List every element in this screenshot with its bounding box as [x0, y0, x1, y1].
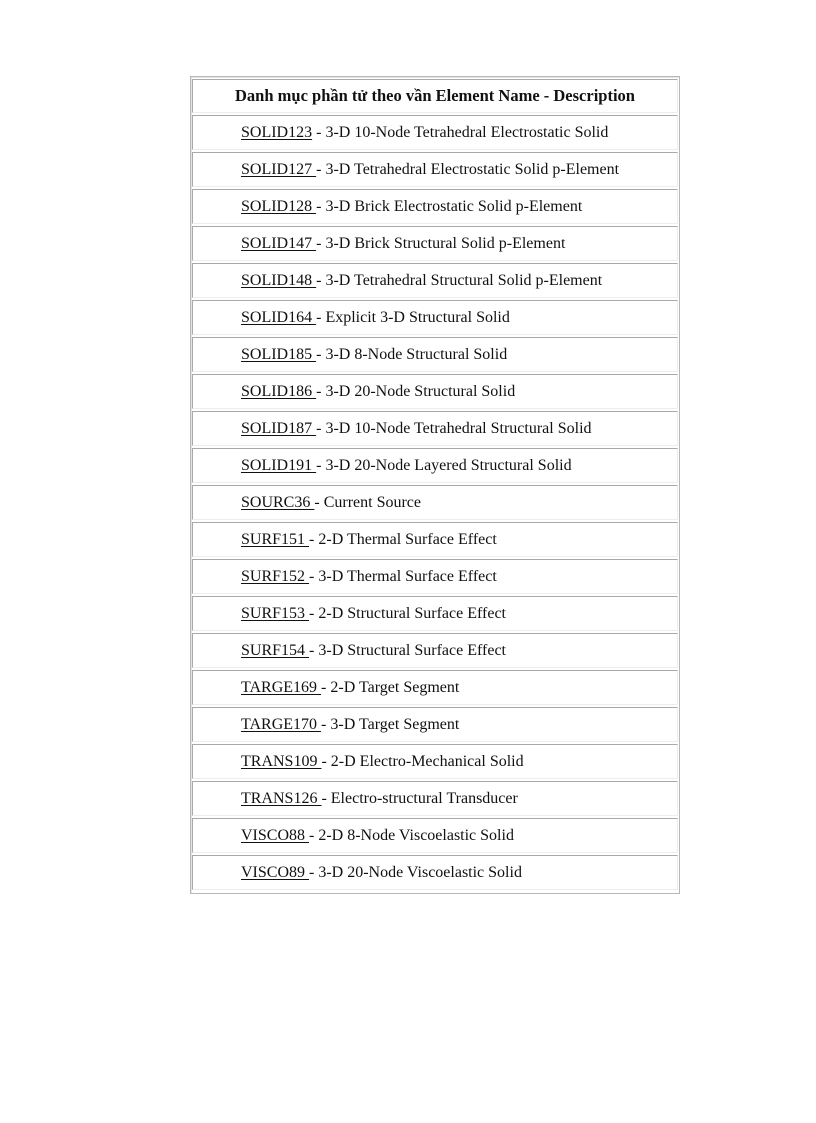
table-row: [192, 707, 678, 742]
separator: -: [309, 567, 319, 585]
separator: -: [309, 826, 319, 844]
element-description: 3-D Tetrahedral Structural Solid p-Element: [325, 271, 603, 289]
separator: -: [309, 863, 319, 881]
element-name-link[interactable]: SURF154: [241, 641, 310, 659]
separator: -: [316, 345, 326, 363]
table-row: [192, 448, 678, 483]
separator: -: [309, 530, 319, 548]
separator: -: [321, 752, 331, 770]
element-description: 3-D Brick Electrostatic Solid p-Element: [325, 197, 583, 215]
element-description: 3-D 20-Node Structural Solid: [325, 382, 516, 400]
element-description: 2-D Structural Surface Effect: [318, 604, 506, 622]
element-description: 3-D Brick Structural Solid p-Element: [325, 234, 566, 252]
separator: -: [316, 456, 326, 474]
table-row: [192, 337, 678, 372]
separator: -: [316, 234, 326, 252]
element-description: 3-D Thermal Surface Effect: [318, 567, 497, 585]
table-row: [192, 818, 678, 853]
table-row: [192, 559, 678, 594]
table-row: [192, 152, 678, 187]
element-table: [190, 76, 680, 894]
table-row: [192, 263, 678, 298]
table-row: [192, 226, 678, 261]
element-description: 2-D 8-Node Viscoelastic Solid: [318, 826, 514, 844]
table-row: [192, 855, 678, 890]
element-name-link[interactable]: TRANS109: [241, 752, 322, 770]
element-name-link[interactable]: SOLID148: [241, 271, 317, 289]
element-description: 3-D 10-Node Tetrahedral Structural Solid: [325, 419, 592, 437]
separator: -: [321, 715, 331, 733]
element-name-link[interactable]: SURF152: [241, 567, 310, 585]
element-description: 3-D 20-Node Layered Structural Solid: [325, 456, 572, 474]
separator: -: [316, 382, 326, 400]
element-name-link[interactable]: VISCO88: [241, 826, 310, 844]
element-description: 3-D Target Segment: [330, 715, 460, 733]
element-name-link[interactable]: TARGE169: [241, 678, 322, 696]
table-row: [192, 374, 678, 409]
table-row: [192, 411, 678, 446]
table-row: [192, 596, 678, 631]
element-name-link[interactable]: SOLID164: [241, 308, 317, 326]
element-description: 3-D 8-Node Structural Solid: [325, 345, 508, 363]
element-name-link[interactable]: SOLID186: [241, 382, 317, 400]
separator: -: [309, 641, 319, 659]
element-description: 2-D Electro-Mechanical Solid: [330, 752, 524, 770]
element-name-link[interactable]: SOURC36: [241, 493, 315, 511]
element-name-link[interactable]: SURF151: [241, 530, 310, 548]
table-row: [192, 300, 678, 335]
element-name-link[interactable]: SOLID128: [241, 197, 317, 215]
separator: -: [312, 123, 326, 141]
element-name-link[interactable]: VISCO89: [241, 863, 310, 881]
element-description: Electro-structural Transducer: [330, 789, 518, 807]
table-row: [192, 781, 678, 816]
table-row: [192, 522, 678, 557]
element-name-link[interactable]: SOLID191: [241, 456, 317, 474]
element-description: 3-D 10-Node Tetrahedral Electrostatic Solid: [325, 123, 609, 141]
element-description: 3-D Tetrahedral Electrostatic Solid p-Element: [325, 160, 620, 178]
table-row: [192, 485, 678, 520]
table-row: [192, 670, 678, 705]
table-row: [192, 633, 678, 668]
separator: -: [309, 604, 319, 622]
separator: -: [316, 197, 326, 215]
element-name-link[interactable]: TARGE170: [241, 715, 322, 733]
separator: -: [321, 678, 331, 696]
separator: -: [316, 271, 326, 289]
element-description: 3-D 20-Node Viscoelastic Solid: [318, 863, 522, 881]
element-name-link[interactable]: TRANS126: [241, 789, 322, 807]
element-name-link[interactable]: SURF153: [241, 604, 310, 622]
element-name-link[interactable]: SOLID147: [241, 234, 317, 252]
table-row: [192, 115, 678, 150]
table-header-text: Danh mục phần tử theo vần Element Name - Description: [235, 86, 635, 105]
separator: -: [316, 308, 326, 326]
separator: -: [321, 789, 331, 807]
element-description: 2-D Target Segment: [330, 678, 460, 696]
separator: -: [314, 493, 324, 511]
element-description: 2-D Thermal Surface Effect: [318, 530, 497, 548]
element-description: 3-D Structural Surface Effect: [318, 641, 506, 659]
table-row: [192, 189, 678, 224]
element-name-link[interactable]: SOLID123: [241, 123, 313, 141]
separator: -: [316, 160, 326, 178]
element-name-link[interactable]: SOLID185: [241, 345, 317, 363]
element-description: Current Source: [323, 493, 421, 511]
separator: -: [316, 419, 326, 437]
element-name-link[interactable]: SOLID187: [241, 419, 317, 437]
element-name-link[interactable]: SOLID127: [241, 160, 317, 178]
table-row: [192, 744, 678, 779]
table-body: [192, 115, 678, 890]
table-header: [192, 79, 678, 113]
element-description: Explicit 3-D Structural Solid: [325, 308, 510, 326]
